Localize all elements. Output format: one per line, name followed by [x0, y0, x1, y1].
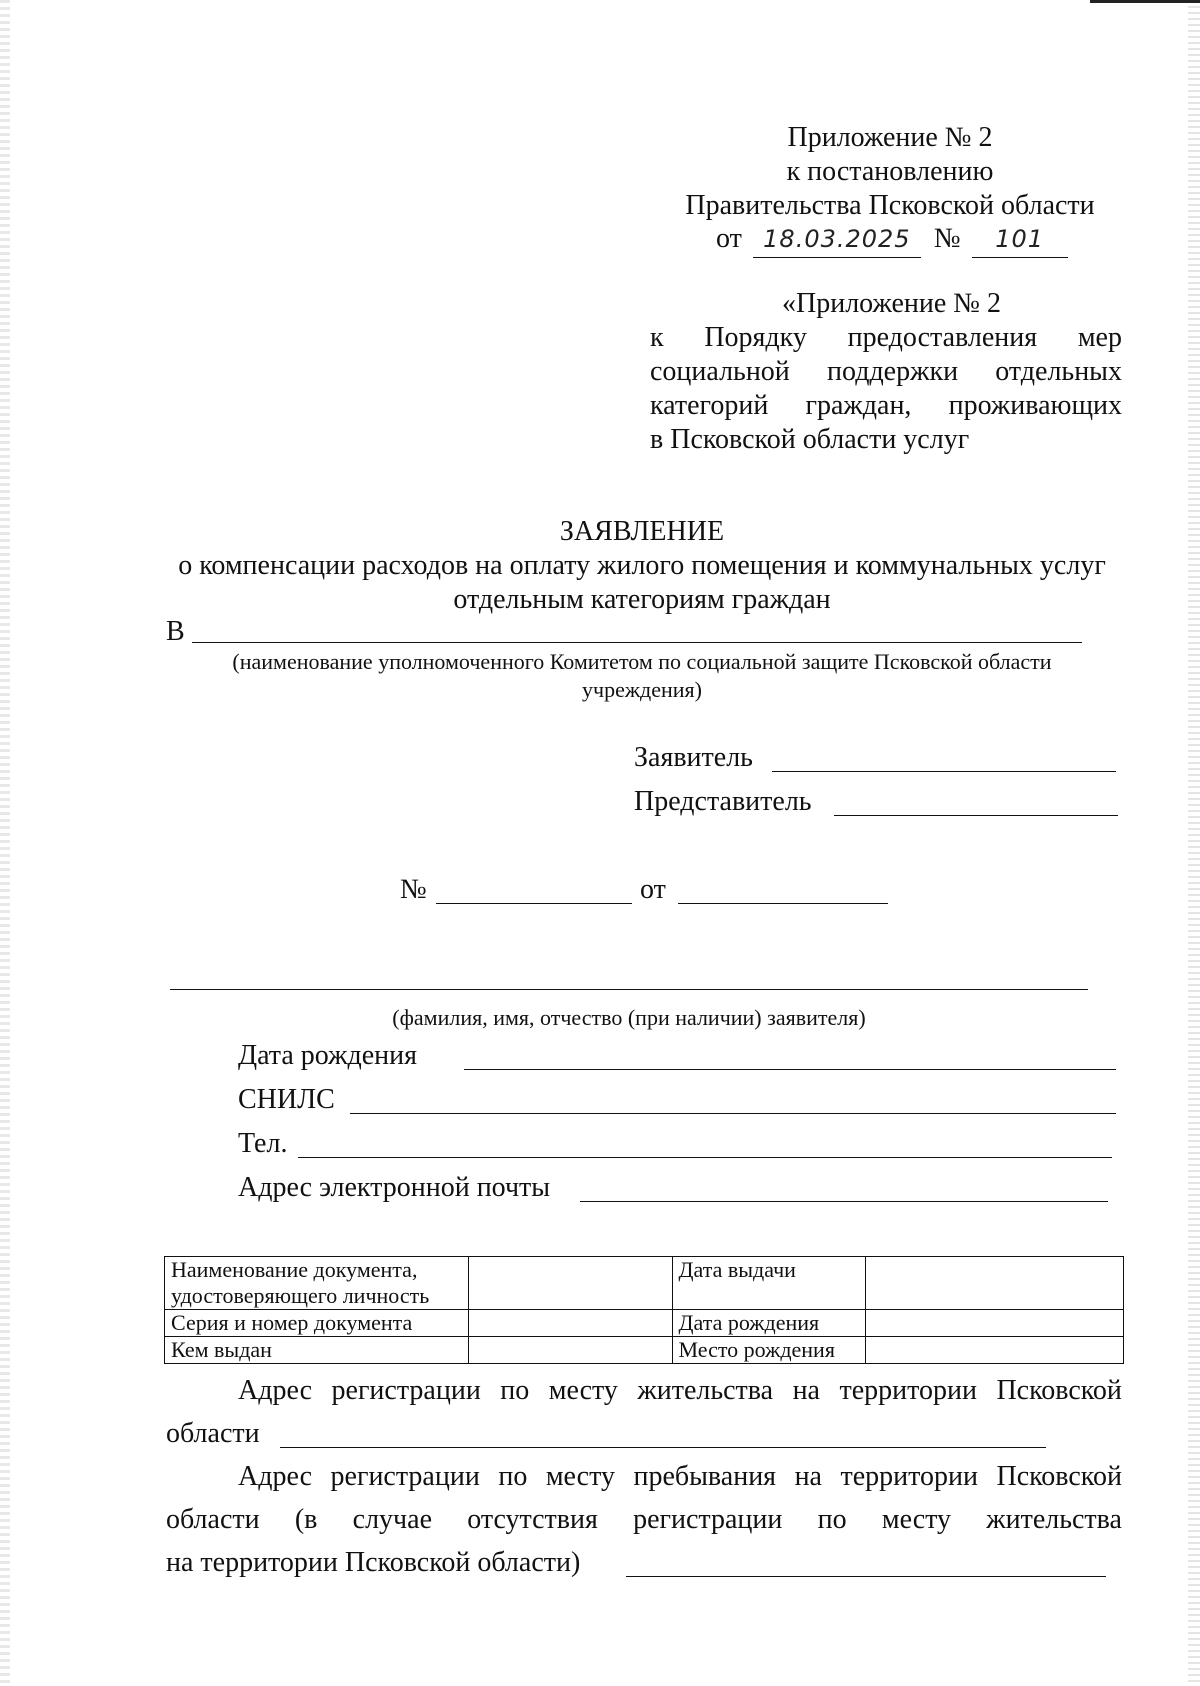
table-cell: Место рождения — [672, 1337, 866, 1364]
word: Псковской — [996, 1375, 1122, 1406]
recipient-prefix: В — [166, 616, 185, 647]
word: отсутствия — [467, 1504, 598, 1535]
stay-address-line-3: на территории Псковской области) — [166, 1547, 581, 1578]
residence-address-line-2: области — [166, 1418, 260, 1449]
word: (в — [294, 1504, 318, 1535]
reg-date-input-line[interactable] — [678, 903, 888, 904]
table-cell: Серия и номер документа — [165, 1310, 469, 1337]
issue-date-value-cell[interactable] — [866, 1257, 1124, 1310]
word: по — [498, 1461, 528, 1492]
birth-date-label: Дата рождения — [238, 1040, 417, 1071]
word: предоставления — [847, 322, 1038, 353]
cell-text: Наименование документа, — [171, 1257, 418, 1282]
appendix-text — [650, 320, 1122, 458]
birth-place-value-cell[interactable] — [866, 1337, 1124, 1364]
representative-label: Представитель — [634, 786, 812, 817]
word: случае — [352, 1504, 432, 1535]
word: территории — [840, 1461, 978, 1492]
stay-address-line-2 — [166, 1502, 1122, 1538]
scan-artifact-line — [1090, 0, 1200, 3]
birth-date-value-cell[interactable] — [866, 1310, 1124, 1337]
word: по — [500, 1375, 530, 1406]
recipient-caption-1: (наименование уполномоченного Комитетом по социальной защите Псковской области — [232, 649, 1052, 674]
word: пребывания — [633, 1461, 777, 1492]
table-row — [165, 1310, 1124, 1337]
word: граждан, — [805, 390, 912, 421]
word: месту — [881, 1504, 952, 1535]
word: жительства — [986, 1504, 1122, 1535]
word: регистрации — [330, 1461, 480, 1492]
header-line-appendix: Приложение № 2 — [787, 122, 993, 153]
id-name-value-cell[interactable] — [468, 1257, 672, 1310]
document-subtitle-2: отдельным категориям граждан — [453, 584, 831, 615]
handwritten-date: 18.03.2025 — [763, 225, 911, 253]
representative-input-line[interactable] — [834, 815, 1118, 816]
word: мер — [1077, 322, 1122, 353]
word: отдельных — [995, 356, 1122, 387]
number-sign: № — [933, 223, 961, 254]
date-prefix: от — [716, 223, 742, 254]
table-cell: Кем выдан — [165, 1337, 469, 1364]
header-date-row — [716, 221, 1068, 258]
table-row — [165, 1337, 1124, 1364]
word: Псковской — [996, 1461, 1122, 1492]
handwritten-number: 101 — [995, 225, 1044, 253]
word: категорий — [650, 390, 769, 421]
header-line-government: Правительства Псковской области — [685, 190, 1095, 221]
header-block — [660, 120, 1120, 224]
snils-input-line[interactable] — [350, 1113, 1116, 1114]
word: к — [650, 322, 664, 353]
reg-number-input-line[interactable] — [436, 903, 632, 904]
residence-address-line-1 — [238, 1373, 1122, 1409]
phone-label: Тел. — [238, 1128, 288, 1159]
word: Адрес — [238, 1375, 313, 1406]
snils-label: СНИЛС — [238, 1084, 335, 1115]
email-label: Адрес электронной почты — [238, 1172, 551, 1203]
word: месту — [548, 1375, 618, 1406]
appendix-line-4: в Псковской области услуг — [650, 424, 970, 455]
scan-edge-right — [1188, 0, 1200, 1686]
word: по — [817, 1504, 847, 1535]
appendix-line-3 — [650, 388, 1122, 424]
residence-address-input-line[interactable] — [280, 1447, 1046, 1448]
word: месту — [545, 1461, 615, 1492]
table-row — [165, 1257, 1124, 1310]
phone-input-line[interactable] — [298, 1157, 1112, 1158]
date-field — [753, 221, 921, 258]
word: на — [792, 1375, 820, 1406]
recipient-caption-2: учреждения) — [582, 677, 702, 702]
number-field — [972, 221, 1068, 258]
scan-edge-left — [0, 0, 10, 1686]
word: на — [794, 1461, 822, 1492]
appendix-title: «Приложение № 2 — [782, 288, 1001, 319]
reg-from-label: от — [640, 874, 666, 905]
document-subtitle-1: о компенсации расходов на оплату жилого помещения и коммунальных услуг — [178, 550, 1106, 581]
issued-by-value-cell[interactable] — [468, 1337, 672, 1364]
word: регистрации — [633, 1504, 783, 1535]
birth-date-input-line[interactable] — [464, 1069, 1116, 1070]
stay-address-line-1 — [238, 1459, 1122, 1495]
word: социальной — [650, 356, 790, 387]
applicant-name-caption: (фамилия, имя, отчество (при наличии) заявителя) — [392, 1005, 866, 1030]
word: поддержки — [827, 356, 959, 387]
series-number-value-cell[interactable] — [468, 1310, 672, 1337]
applicant-name-input-line[interactable] — [170, 989, 1088, 990]
applicant-input-line[interactable] — [772, 771, 1116, 772]
applicant-label: Заявитель — [634, 742, 753, 773]
word: регистрации — [331, 1375, 481, 1406]
recipient-input-line[interactable] — [192, 642, 1082, 643]
id-document-table — [164, 1256, 1124, 1364]
table-cell: Дата рождения — [672, 1310, 866, 1337]
word: территории — [839, 1375, 977, 1406]
reg-number-label: № — [400, 874, 427, 905]
appendix-line-2 — [650, 354, 1122, 390]
word: области — [166, 1504, 260, 1535]
table-cell — [165, 1257, 469, 1310]
table-cell: Дата выдачи — [672, 1257, 866, 1310]
cell-text: удостоверяющего личность — [171, 1283, 430, 1308]
word: жительства — [637, 1375, 774, 1406]
header-line-resolution: к постановлению — [786, 156, 994, 187]
email-input-line[interactable] — [580, 1201, 1108, 1202]
word: Порядку — [704, 322, 807, 353]
appendix-line-1 — [650, 320, 1122, 356]
word: проживающих — [948, 390, 1122, 421]
stay-address-input-line[interactable] — [626, 1576, 1106, 1577]
document-title: ЗАЯВЛЕНИЕ — [559, 516, 725, 547]
word: Адрес — [238, 1461, 313, 1492]
